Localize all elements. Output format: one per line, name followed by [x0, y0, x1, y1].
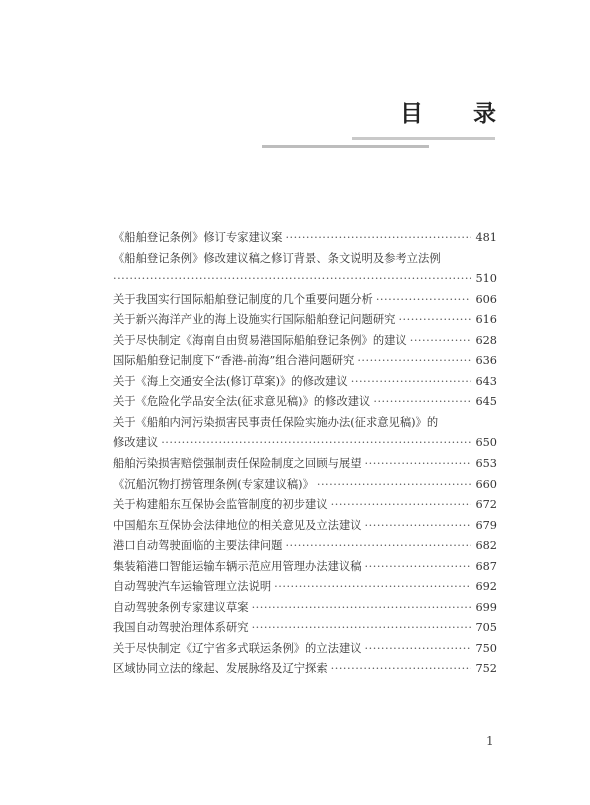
- toc-entry[interactable]: [113, 392, 497, 413]
- toc-leader-dots: [365, 516, 472, 537]
- toc-entry[interactable]: [113, 228, 497, 249]
- toc-page-number: 750: [475, 641, 497, 655]
- toc-leader-dots: [317, 475, 472, 496]
- toc-leader-dots: [113, 269, 471, 290]
- toc-entry-line: [113, 351, 497, 372]
- toc-entry-title: 港口自动驾驶面临的主要法律问题: [113, 539, 283, 553]
- toc-entry-line: [113, 557, 497, 578]
- toc-entry[interactable]: [113, 310, 497, 331]
- toc-page-number: 650: [475, 436, 497, 450]
- toc-entry-title: 区域协同立法的缘起、发展脉络及辽宁探索: [113, 662, 328, 676]
- toc-entry-title: 《沉船沉物打捞管理条例(专家建议稿)》: [113, 477, 314, 491]
- toc-page-number: 687: [475, 559, 497, 573]
- toc-entry-line: [113, 372, 497, 393]
- toc-entry-title: 关于构建船东互保协会监管制度的初步建议: [113, 498, 328, 512]
- toc-leader-dots: [285, 228, 471, 249]
- toc-entry-title: 修改建议: [113, 436, 159, 450]
- toc-entry-title: 中国船东互保协会法律地位的相关意见及立法建议: [113, 518, 362, 532]
- toc-entry[interactable]: [113, 516, 497, 537]
- toc-entry-line: [113, 331, 497, 352]
- toc-entry-title: 自动驾驶汽车运输管理立法说明: [113, 580, 272, 594]
- toc-entry-title: 国际船舶登记制度下“香港-前海”组合港问题研究: [113, 354, 355, 368]
- toc-entry-line: [113, 290, 497, 311]
- page-title: [400, 95, 496, 128]
- toc-entry-line: [113, 454, 497, 475]
- toc-entry-line: [113, 598, 497, 619]
- toc-page-number: 645: [475, 395, 497, 409]
- toc-entry-title: 船舶污染损害赔偿强制责任保险制度之回顾与展望: [113, 457, 362, 471]
- toc-leader-dots: [357, 351, 471, 372]
- title-rule-bottom: [262, 145, 429, 148]
- toc-entry[interactable]: [113, 331, 497, 352]
- toc-entry-title: 关于《船舶内河污染损害民事责任保险实施办法(征求意见稿)》的: [113, 415, 439, 429]
- toc-entry[interactable]: [113, 557, 497, 578]
- toc-leader-dots: [351, 372, 472, 393]
- toc-leader-dots: [365, 454, 472, 475]
- toc-page-number: 616: [475, 313, 497, 327]
- toc-page-number: 679: [475, 518, 497, 532]
- toc-page-number: 705: [475, 621, 497, 635]
- toc-entry-line: [113, 413, 497, 434]
- toc-entry-title: 关于新兴海洋产业的海上设施实行国际船舶登记问题研究: [113, 313, 396, 327]
- toc-entry-title: 关于尽快制定《辽宁省多式联运条例》的立法建议: [113, 641, 362, 655]
- toc-page-number: 682: [475, 539, 497, 553]
- toc-leader-dots: [365, 557, 472, 578]
- toc-entry-title: 《船舶登记条例》修改建议稿之修订背景、条文说明及参考立法例: [113, 251, 441, 265]
- toc-page-number: 643: [475, 374, 497, 388]
- toc-page-number: 481: [475, 231, 497, 244]
- toc-leader-dots: [161, 433, 471, 454]
- toc-entry-title: 关于尽快制定《海南自由贸易港国际船舶登记条例》的建议: [113, 333, 407, 347]
- toc-entry-line: [113, 639, 497, 660]
- toc-leader-dots: [376, 290, 472, 311]
- toc-entry[interactable]: [113, 577, 497, 598]
- toc-leader-dots: [285, 536, 471, 557]
- toc-entry[interactable]: [113, 618, 497, 639]
- page-title-char-1: 目: [400, 101, 423, 127]
- toc-entry[interactable]: [113, 598, 497, 619]
- toc-entry-line: [113, 516, 497, 537]
- toc-entry[interactable]: [113, 475, 497, 496]
- table-of-contents: [113, 228, 497, 680]
- toc-entry-title: 自动驾驶条例专家建议草案: [113, 600, 249, 614]
- toc-leader-dots: [252, 598, 472, 619]
- page-number: 1: [486, 734, 494, 748]
- toc-entry-title: 关于《危险化学品安全法(征求意见稿)》的修改建议: [113, 395, 371, 409]
- toc-entry-line: [113, 392, 497, 413]
- toc-entry-title: 《船舶登记条例》修订专家建议案: [113, 231, 283, 244]
- toc-leader-dots: [410, 331, 472, 352]
- toc-entry-title: 关于《海上交通安全法(修订草案)》的修改建议: [113, 374, 348, 388]
- toc-entry-line: [113, 659, 497, 680]
- toc-entry[interactable]: [113, 454, 497, 475]
- toc-leader-dots: [252, 618, 472, 639]
- toc-entry-line: [113, 495, 497, 516]
- toc-leader-dots: [365, 639, 472, 660]
- page-title-char-2: 录: [473, 101, 496, 127]
- toc-leader-dots: [331, 495, 472, 516]
- toc-leader-dots: [274, 577, 471, 598]
- toc-entry[interactable]: [113, 495, 497, 516]
- toc-entry[interactable]: [113, 659, 497, 680]
- toc-entry[interactable]: [113, 249, 497, 290]
- toc-page-number: 628: [475, 333, 497, 347]
- toc-page-number: 752: [475, 662, 497, 676]
- toc-entry[interactable]: [113, 290, 497, 311]
- toc-leader-dots: [331, 659, 472, 680]
- toc-entry-line: [113, 577, 497, 598]
- toc-entry-line: [113, 475, 497, 496]
- toc-page-number: 636: [475, 354, 497, 368]
- toc-entry[interactable]: [113, 536, 497, 557]
- toc-page-number: 606: [475, 292, 497, 306]
- toc-entry-title: 集装箱港口智能运输车辆示范应用管理办法建议稿: [113, 559, 362, 573]
- toc-entry[interactable]: [113, 372, 497, 393]
- toc-entry-line: [113, 433, 497, 454]
- toc-entry[interactable]: [113, 639, 497, 660]
- toc-entry-title: 关于我国实行国际船舶登记制度的几个重要问题分析: [113, 292, 373, 306]
- toc-entry-line: [113, 249, 497, 270]
- title-rule-top: [352, 137, 495, 140]
- toc-entry-line: [113, 228, 497, 249]
- toc-entry-title: 我国自动驾驶治理体系研究: [113, 621, 249, 635]
- toc-entry-line: [113, 310, 497, 331]
- toc-page-number: 660: [475, 477, 497, 491]
- toc-page-number: 653: [475, 457, 497, 471]
- toc-entry[interactable]: [113, 351, 497, 372]
- toc-page-number: 672: [475, 498, 497, 512]
- toc-leader-dots: [373, 392, 471, 413]
- toc-entry[interactable]: [113, 413, 497, 454]
- toc-entry-line: [113, 269, 497, 290]
- toc-page-number: 510: [475, 272, 497, 286]
- toc-page-number: 699: [475, 600, 497, 614]
- toc-entry-line: [113, 536, 497, 557]
- toc-entry-line: [113, 618, 497, 639]
- toc-page-number: 692: [475, 580, 497, 594]
- toc-leader-dots: [398, 310, 471, 331]
